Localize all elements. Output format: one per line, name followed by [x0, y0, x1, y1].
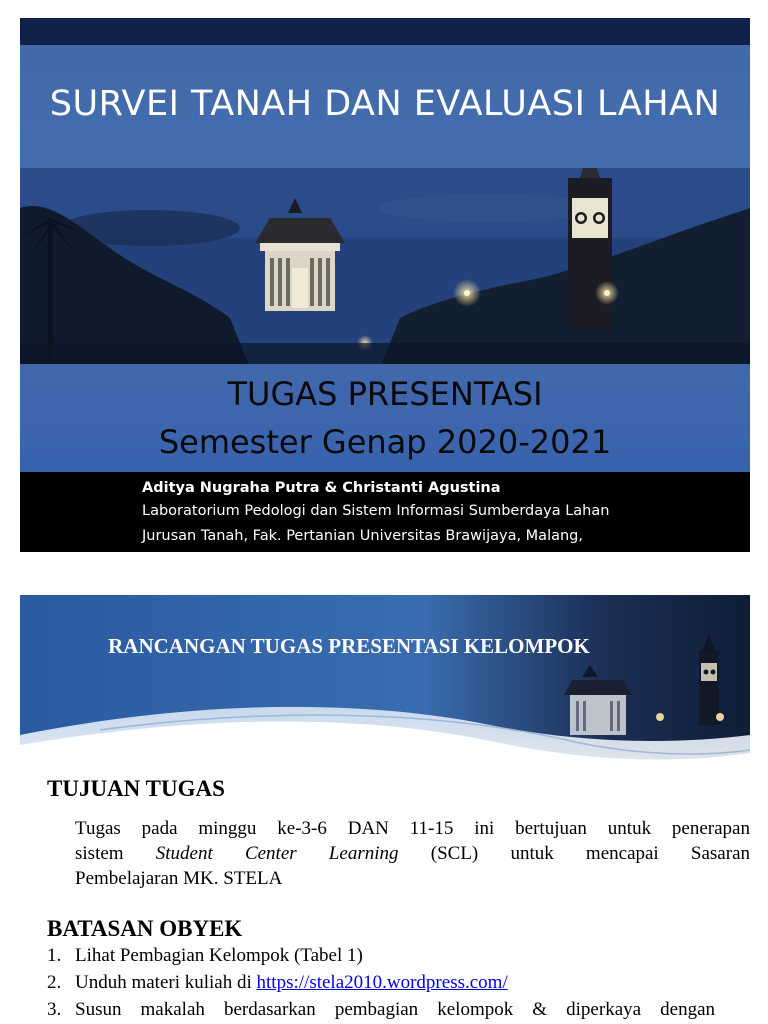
- list-item: [47, 972, 508, 994]
- top-bar: [20, 18, 750, 45]
- lab-name: Laboratorium Pedologi dan Sistem Informasi Sumberdaya Lahan: [142, 503, 610, 519]
- paragraph-line-1: Tugas pada minggu ke-3-6 DAN 11-15 ini bertujuan untuk penerapan: [75, 818, 750, 839]
- list-number: 1.: [47, 945, 62, 966]
- section-paragraph-tujuan: [75, 816, 750, 891]
- italic-term: Student Center Learning: [155, 843, 399, 864]
- paragraph-line-3: Pembelajaran MK. STELA: [75, 868, 283, 889]
- paragraph-line-2: [75, 841, 750, 866]
- department-name: Jurusan Tanah, Fak. Pertanian Universitas Brawijaya, Malang,: [142, 528, 583, 544]
- list-item: [47, 945, 363, 967]
- slide-header-banner: [20, 595, 750, 780]
- subtitle-line-2: Semester Genap 2020-2021: [158, 423, 612, 461]
- content-slide: [20, 595, 750, 1024]
- paragraph-text: sistem: [75, 843, 124, 864]
- list-number: 3.: [47, 999, 62, 1020]
- list-text: Susun makalah berdasarkan pembagian kelompok & diperkaya dengan: [75, 999, 715, 1020]
- list-text: Lihat Pembagian Kelompok (Tabel 1): [75, 945, 363, 966]
- subtitle-line-1: TUGAS PRESENTASI: [227, 375, 543, 413]
- title-slide: [20, 18, 750, 552]
- paragraph-text: (SCL) untuk mencapai Sasaran: [430, 843, 750, 864]
- list-number: 2.: [47, 972, 62, 993]
- slide-heading: RANCANGAN TUGAS PRESENTASI KELOMPOK: [108, 634, 590, 658]
- materials-link[interactable]: https://stela2010.wordpress.com/: [256, 972, 508, 993]
- section-title-tujuan: TUJUAN TUGAS: [47, 776, 225, 801]
- presentation-title: SURVEI TANAH DAN EVALUASI LAHAN: [49, 84, 721, 124]
- list-text: Unduh materi kuliah di: [75, 972, 257, 993]
- section-title-batasan: BATASAN OBYEK: [47, 916, 243, 941]
- author-names: Aditya Nugraha Putra & Christanti Agustina: [142, 480, 501, 496]
- list-item: [47, 999, 747, 1021]
- campus-night-photo: [20, 168, 750, 368]
